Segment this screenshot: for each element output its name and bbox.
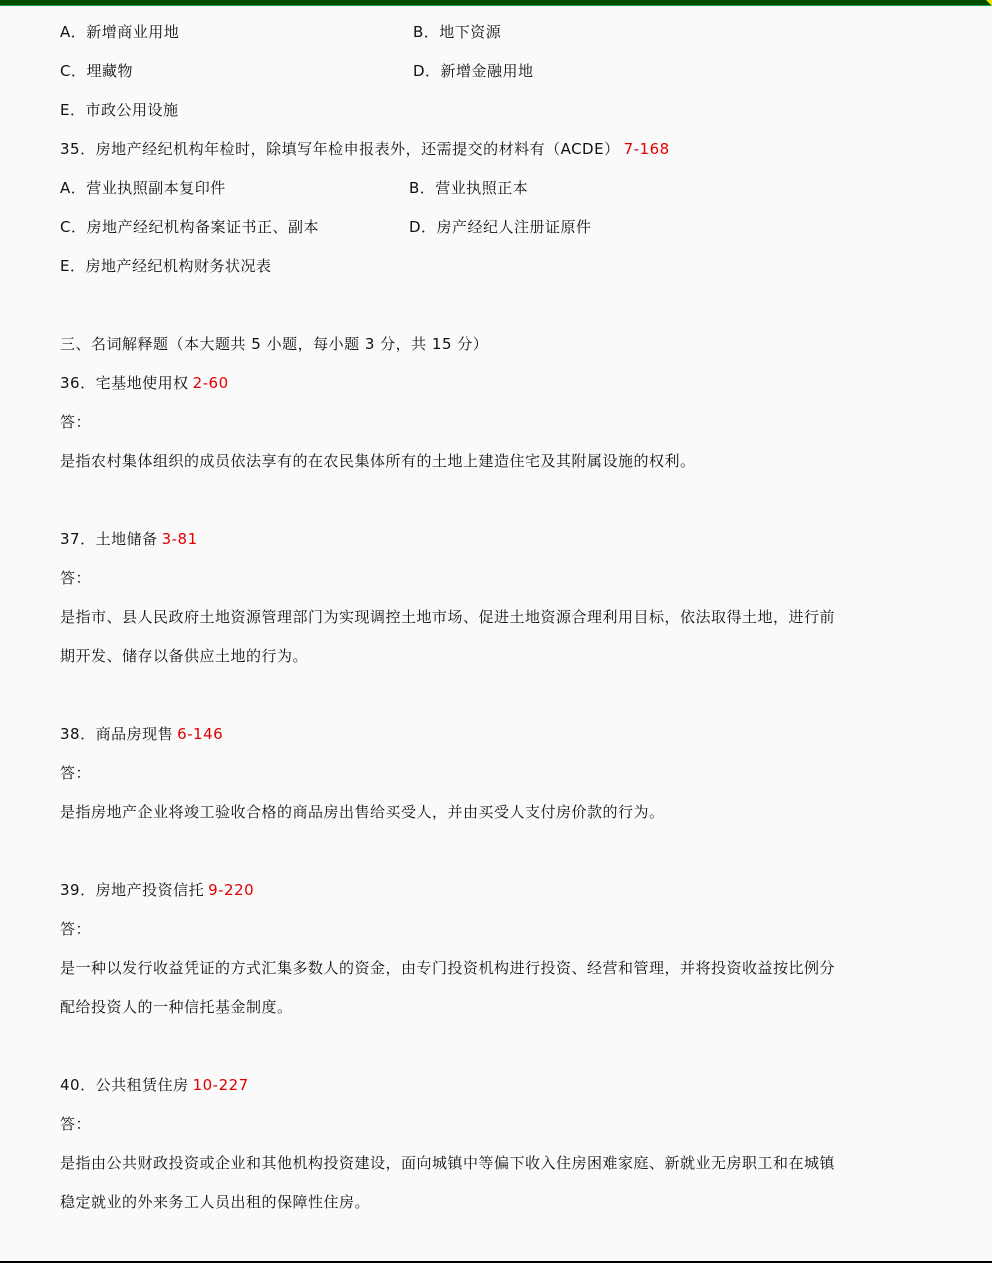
answer-text: 是指由公共财政投资或企业和其他机构投资建设，面向城镇中等偏下收入住房困难家庭、新就业无房职工和在城镇 xyxy=(60,1154,836,1172)
corner-accent xyxy=(986,0,992,6)
term-title-text: 38．商品房现售 xyxy=(60,725,174,743)
q35-page-ref: 7-168 xyxy=(623,140,670,158)
term-page-ref: 6-146 xyxy=(177,725,224,743)
answer-label: 答： xyxy=(60,764,92,782)
term-36-title xyxy=(60,373,229,393)
q34-option-a: A．新增商业用地 xyxy=(60,23,180,41)
answer-label: 答： xyxy=(60,569,92,587)
answer-label: 答： xyxy=(60,920,92,938)
answer-text: 期开发、储存以备供应土地的行为。 xyxy=(60,647,309,665)
q35-option-a: A．营业执照副本复印件 xyxy=(60,179,226,197)
q34-option-c: C．埋藏物 xyxy=(60,62,133,80)
q35-stem xyxy=(60,139,670,159)
term-page-ref: 3-81 xyxy=(161,530,198,548)
term-38-title xyxy=(60,724,223,744)
q34-option-e: E．市政公用设施 xyxy=(60,101,179,119)
q35-option-e: E．房地产经纪机构财务状况表 xyxy=(60,257,272,275)
answer-text: 是指农村集体组织的成员依法享有的在农民集体所有的土地上建造住宅及其附属设施的权利。 xyxy=(60,452,696,470)
term-37-title xyxy=(60,529,198,549)
section-heading: 三、名词解释题（本大题共 5 小题，每小题 3 分，共 15 分） xyxy=(60,335,489,353)
q35-stem-text: 35．房地产经纪机构年检时，除填写年检申报表外，还需提交的材料有（ACDE） xyxy=(60,140,620,158)
answer-text: 配给投资人的一种信托基金制度。 xyxy=(60,998,293,1016)
answer-label: 答： xyxy=(60,413,92,431)
answer-text: 是指市、县人民政府土地资源管理部门为实现调控土地市场、促进土地资源合理利用目标，依法取得土地，进行前 xyxy=(60,608,836,626)
term-page-ref: 9-220 xyxy=(208,881,255,899)
q35-option-b: B．营业执照正本 xyxy=(409,179,529,197)
term-page-ref: 10-227 xyxy=(192,1076,249,1094)
term-title-text: 36．宅基地使用权 xyxy=(60,374,189,392)
term-page-ref: 2-60 xyxy=(192,374,229,392)
q35-option-d: D．房产经纪人注册证原件 xyxy=(409,218,592,236)
answer-text: 是一种以发行收益凭证的方式汇集多数人的资金，由专门投资机构进行投资、经营和管理，并将投资收益按比例分 xyxy=(60,959,836,977)
answer-text: 是指房地产企业将竣工验收合格的商品房出售给买受人，并由买受人支付房价款的行为。 xyxy=(60,803,665,821)
term-title-text: 40．公共租赁住房 xyxy=(60,1076,189,1094)
q34-option-b: B．地下资源 xyxy=(413,23,502,41)
term-title-text: 37．土地储备 xyxy=(60,530,158,548)
q35-option-c: C．房地产经纪机构备案证书正、副本 xyxy=(60,218,319,236)
answer-text: 稳定就业的外来务工人员出租的保障性住房。 xyxy=(60,1193,371,1211)
header-accent-line xyxy=(0,5,992,6)
answer-label: 答： xyxy=(60,1115,92,1133)
term-40-title xyxy=(60,1075,249,1095)
term-title-text: 39．房地产投资信托 xyxy=(60,881,205,899)
q34-option-d: D．新增金融用地 xyxy=(413,62,534,80)
term-39-title xyxy=(60,880,254,900)
